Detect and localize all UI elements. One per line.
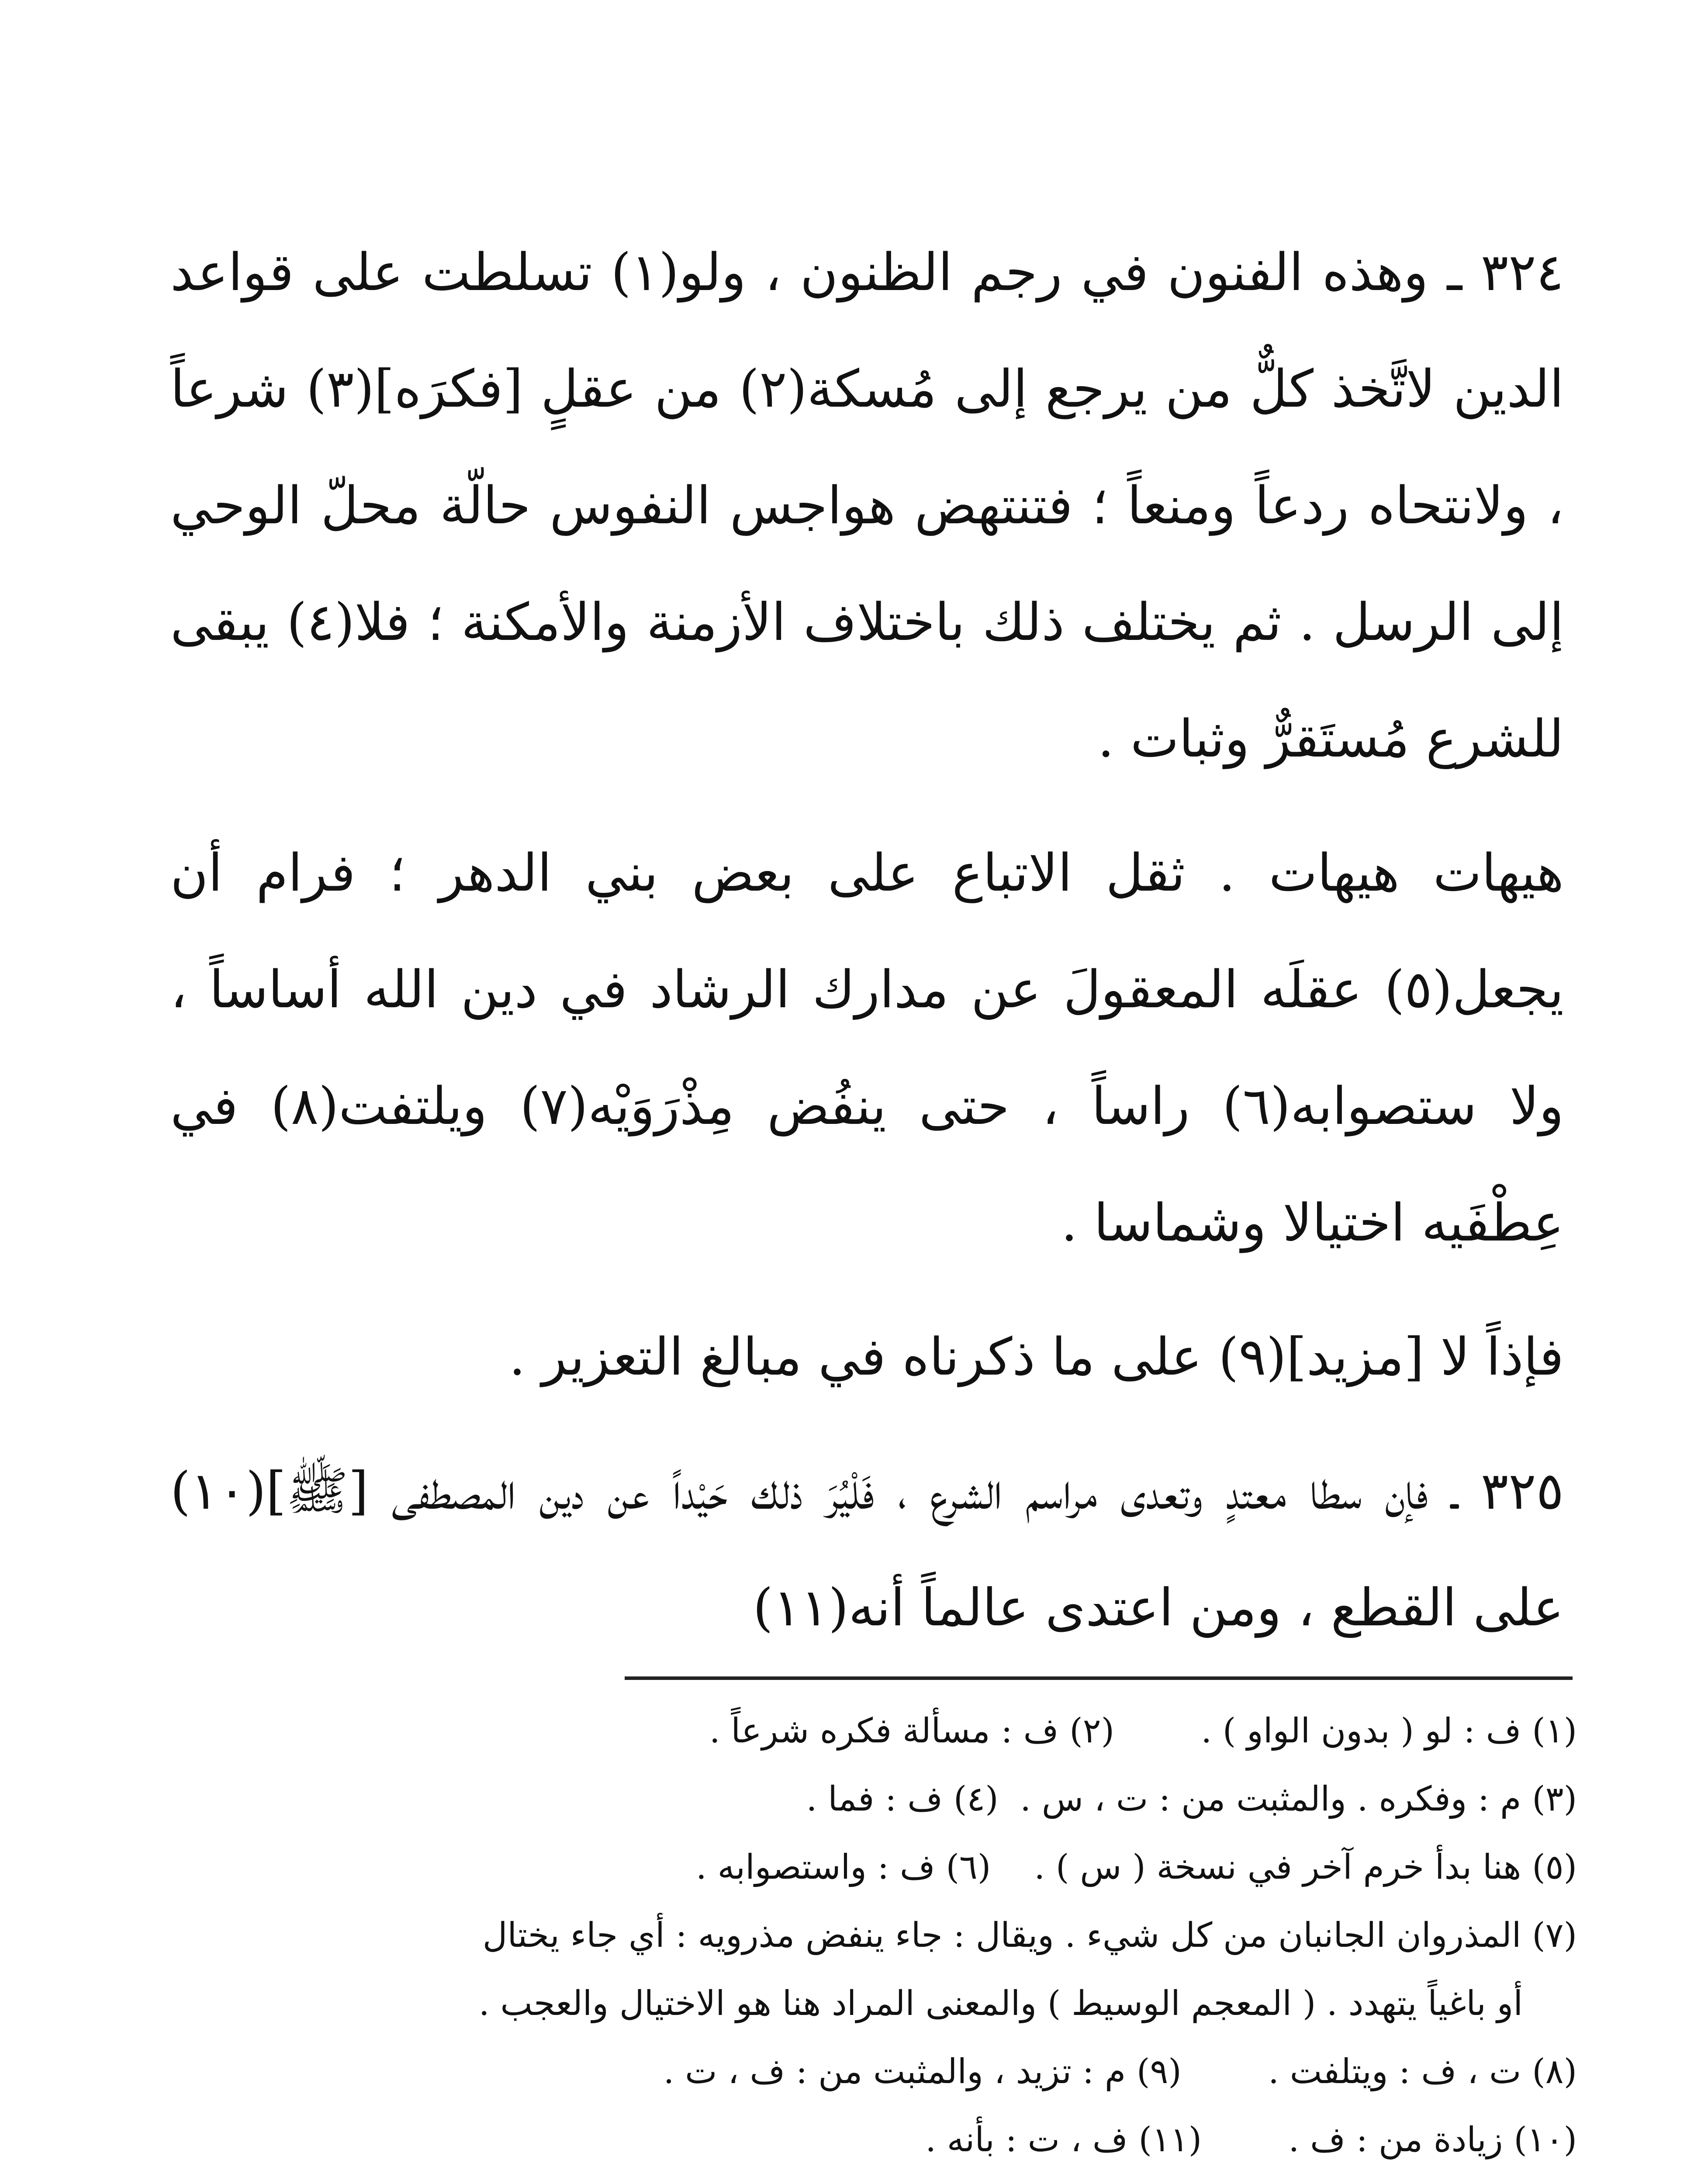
paragraph-haihat: هيهات هيهات . ثقل الاتباع على بعض بني الدهر ؛ فرام أن يجعل(٥) عقلَه المعقولَ عن مدارك الرشاد في دين الله أساساً ، ولا ستصوابه(٦) راساً ، حتى ينفُض مِذْرَوَيْه(٧) ويلتفت(٨) في عِطْفَيه اختيالا وشماسا . xyxy=(154,843,1564,1253)
footnote-line: (١٠) زيادة من : ف . (١١) ف ، ت : بأنه . xyxy=(925,2120,1577,2160)
paragraph-324: ٣٢٤ ـ وهذه الفنون في رجم الظنون ، ولو(١) تسلطت على قواعد الدين لاتَّخذ كلٌّ من يرجع إلى مُسكة(٢) من عقلٍ [فكرَه](٣) شرعاً ، ولانتحاه ردعاً ومنعاً ؛ فتنتهض هواجس النفوس حالّة محلّ الوحي إلى الرسل . ثم يختلف ذلك باختلاف الأزمنة والأمكنة ؛ فلا(٤) يبقى للشرع مُستَقرٌّ وثبات . xyxy=(154,242,1564,769)
paragraph-la-mazid: فإذاً لا [مزيد](٩) على ما ذكرناه في مبالغ التعزير . xyxy=(509,1327,1564,1387)
footnote-line: (٥) هنا بدأ خرم آخر في نسخة ( س ) . (٦) ف : واستصوابه . xyxy=(696,1848,1577,1887)
main-text xyxy=(154,214,1564,1666)
footnote-line: (١) ف : لو ( بدون الواو ) . (٢) ف : مسألة فكره شرعاً . xyxy=(709,1711,1577,1751)
paragraph-gap xyxy=(170,1281,1564,1299)
footnotes xyxy=(157,1697,1577,2174)
paragraph-gap xyxy=(170,1415,1564,1433)
footnote-line: (٧) المذروان الجانبان من كل شيء . ويقال : جاء ينفض مذرويه : أي جاء يختال xyxy=(482,1916,1577,1955)
footnote-line: أو باغياً يتهدد . ( المعجم الوسيط ) والمعنى المراد هنا هو الاختيال والعجب . xyxy=(478,1984,1577,2023)
paragraph-gap xyxy=(170,797,1564,815)
footnote-line: (٣) م : وفكره . والمثبت من : ت ، س . (٤) ف : فما . xyxy=(806,1780,1577,1819)
footnote-line: (٨) ت ، ف : ويتلفت . (٩) م : تزيد ، والمثبت من : ف ، ت . xyxy=(663,2052,1577,2091)
paragraph-325: ٣٢٥ ـ فإن سطا معتدٍ وتعدى مراسم الشرع ، فَلْيُرَ ذلك حَيْداً عن دين المصطفى [ﷺ](١٠) على القطع ، ومن اعتدى عالماً أنه(١١) xyxy=(154,1461,1564,1638)
footnote-divider xyxy=(625,1676,1573,1680)
